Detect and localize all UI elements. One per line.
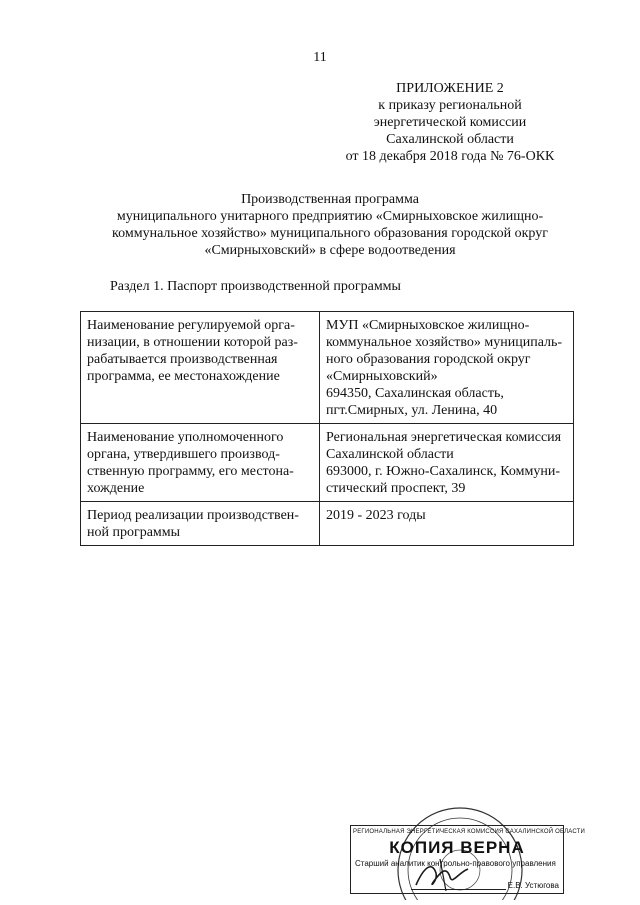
- cell-line: коммунальное хозяйство» муниципаль-: [326, 335, 563, 350]
- program-title-line: «Смирныховский» в сфере водоотведения: [204, 243, 456, 258]
- cell-line: органа, утвердившего производ-: [87, 447, 280, 462]
- table-cell-value: [320, 502, 574, 546]
- cell-line: стический проспект, 39: [326, 481, 466, 496]
- cell-line: рабатывается производственная: [87, 352, 278, 367]
- table-cell-label: [81, 502, 320, 546]
- stamp-copy-text: КОПИЯ ВЕРНА: [389, 838, 525, 857]
- appendix-line: ПРИЛОЖЕНИЕ 2: [396, 81, 504, 96]
- table-row: [81, 424, 574, 502]
- cell-line: ственную программу, его местона-: [87, 464, 294, 479]
- passport-table: [80, 311, 574, 546]
- table-row: [81, 312, 574, 424]
- appendix-line: энергетической комиссии: [373, 115, 527, 130]
- program-title: [70, 191, 590, 259]
- table-cell-label: [81, 312, 320, 424]
- stamp-org-text: РЕГИОНАЛЬНАЯ ЭНЕРГЕТИЧЕСКАЯ КОМИССИЯ САХАЛИНСКОЙ ОБЛАСТИ: [353, 829, 586, 835]
- cell-line: низации, в отношении которой раз-: [87, 335, 298, 350]
- table-row: [81, 502, 574, 546]
- cell-line: МУП «Смирныховское жилищно-: [326, 318, 530, 333]
- cell-line: «Смирныховский»: [326, 369, 438, 384]
- cell-line: Наименование регулируемой орга-: [87, 318, 295, 333]
- table-cell-label: [81, 424, 320, 502]
- cell-line: Региональная энергетическая комиссия: [326, 430, 562, 445]
- program-title-line: муниципального унитарного предприятию «Смирныховское жилищно-: [116, 209, 544, 224]
- certification-stamp: [340, 800, 586, 900]
- section-heading: Раздел 1. Паспорт производственной программы: [110, 279, 401, 294]
- appendix-line: к приказу региональной: [378, 98, 522, 113]
- page-number: 11: [313, 50, 327, 65]
- cell-line: Наименование уполномоченного: [87, 430, 284, 445]
- stamp-position-text: Старший аналитик контрольно-правового управления: [355, 859, 556, 868]
- cell-line: хождение: [87, 481, 145, 496]
- table-cell-value: [320, 312, 574, 424]
- cell-line: ной программы: [87, 525, 181, 540]
- cell-line: ного образования городской округ: [326, 352, 531, 367]
- cell-line: 694350, Сахалинская область,: [326, 386, 504, 401]
- appendix-header: [320, 80, 580, 165]
- program-title-line: коммунальное хозяйство» муниципального образования городской округ: [112, 226, 548, 241]
- appendix-line: Сахалинской области: [386, 132, 514, 147]
- table-cell-value: [320, 424, 574, 502]
- cell-line: Период реализации производствен-: [87, 508, 299, 523]
- signature-icon: [410, 855, 480, 895]
- cell-line: 2019 - 2023 годы: [326, 508, 426, 523]
- stamp-name-text: Е.В. Устюгова: [507, 881, 559, 890]
- program-title-line: Производственная программа: [241, 192, 419, 207]
- cell-line: 693000, г. Южно-Сахалинск, Коммуни-: [326, 464, 560, 479]
- cell-line: Сахалинской области: [326, 447, 454, 462]
- appendix-line: от 18 декабря 2018 года № 76-ОКК: [345, 149, 555, 164]
- cell-line: программа, ее местонахождение: [87, 369, 280, 384]
- cell-line: пгт.Смирных, ул. Ленина, 40: [326, 403, 498, 418]
